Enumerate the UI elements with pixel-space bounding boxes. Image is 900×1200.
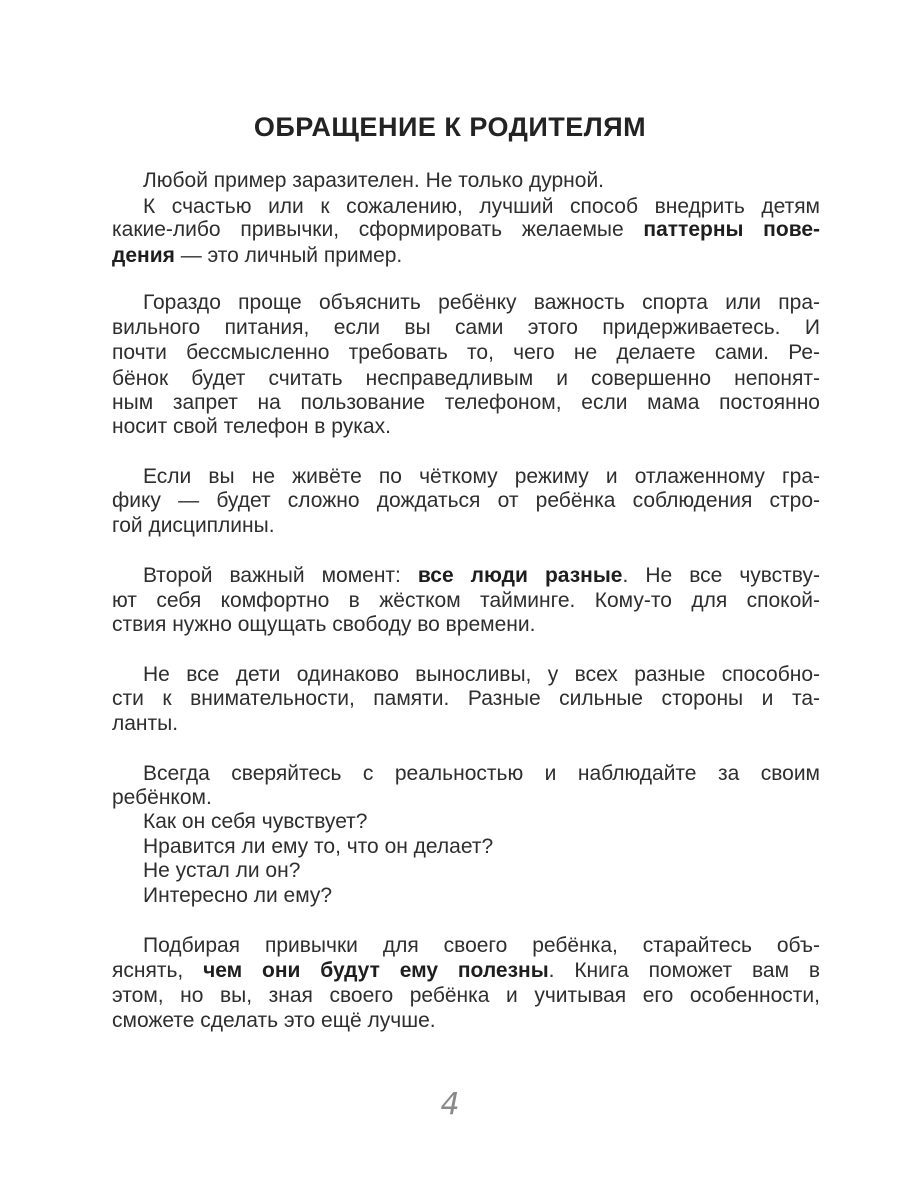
paragraph-4-text: . Не все чувству- <box>622 564 820 587</box>
paragraph-1-line-4 <box>112 243 402 269</box>
paragraph-1-line-2: К счастью или к сожалению, лучший способ внедрить детям <box>143 195 820 218</box>
paragraph-2-line-3: почти бессмысленно требовать то, чего не делаете сами. Ре- <box>112 341 820 364</box>
paragraph-7-text: яснять, <box>112 959 204 982</box>
paragraph-7-line-2 <box>112 958 820 984</box>
paragraph-6-line-2: ребёнком. <box>112 786 212 809</box>
emphasis-how-useful: чем они будут ему полезны <box>203 959 549 982</box>
page-title: ОБРАЩЕНИЕ К РОДИТЕЛЯМ <box>253 112 647 142</box>
paragraph-1-text: — это личный пример. <box>174 244 403 267</box>
question-3: Не устал ли он? <box>143 859 301 882</box>
question-2: Нравится ли ему то, что он делает? <box>143 835 494 858</box>
emphasis-behavior-patterns-end: дения <box>112 244 175 267</box>
question-4: Интересно ли ему? <box>143 884 333 907</box>
emphasis-behavior-patterns: паттерны пове- <box>643 218 820 241</box>
paragraph-2-line-5: ным запрет на пользование телефоном, если мама постоянно <box>112 391 820 414</box>
paragraph-6-line-1: Всегда сверяйтесь с реальностью и наблюдайте за своим <box>143 762 820 785</box>
paragraph-5-line-3: ланты. <box>112 712 179 735</box>
emphasis-people-differ: все люди разные <box>417 564 623 587</box>
paragraph-2-line-6: носит свой телефон в руках. <box>112 415 391 438</box>
paragraph-2-line-2: вильного питания, если вы сами этого придерживаетесь. И <box>112 316 820 339</box>
paragraph-2-line-4: бёнок будет считать несправедливым и совершенно непонят- <box>112 367 820 390</box>
paragraph-1-text: какие-либо привычки, сформировать желаемые <box>112 218 644 241</box>
paragraph-1-line-3 <box>112 217 820 243</box>
paragraph-3-line-1: Если вы не живёте по чёткому режиму и отлаженному гра- <box>143 465 820 488</box>
paragraph-4-line-3: ствия нужно ощущать свободу во времени. <box>112 613 536 636</box>
paragraph-7-line-1: Подбирая привычки для своего ребёнка, старайтесь объ- <box>143 934 820 957</box>
paragraph-3-line-3: гой дисциплины. <box>112 514 275 537</box>
page-number: 4 <box>440 1087 460 1122</box>
paragraph-5-line-1: Не все дети одинаково выносливы, у всех разные способно- <box>143 663 820 686</box>
paragraph-7-line-3: этом, но вы, зная своего ребёнка и учитывая его особенности, <box>112 984 820 1007</box>
paragraph-3-line-2: фику — будет сложно дождаться от ребёнка соблюдения стро- <box>112 489 820 512</box>
paragraph-1-line-1: Любой пример заразителен. Не только дурной. <box>143 169 605 192</box>
paragraph-4-text: Второй важный момент: <box>143 564 418 587</box>
paragraph-7-text: . Книга поможет вам в <box>548 959 820 982</box>
paragraph-7-line-4: сможете сделать это ещё лучше. <box>112 1009 436 1032</box>
paragraph-2-line-1: Гораздо проще объяснить ребёнку важность спорта или пра- <box>143 291 820 314</box>
paragraph-4-line-2: ют себя комфортно в жёстком тайминге. Кому-то для спокой- <box>112 589 820 612</box>
question-1: Как он себя чувствует? <box>143 810 368 833</box>
paragraph-4-line-1 <box>143 563 820 589</box>
paragraph-5-line-2: сти к внимательности, памяти. Разные сильные стороны и та- <box>112 687 820 710</box>
